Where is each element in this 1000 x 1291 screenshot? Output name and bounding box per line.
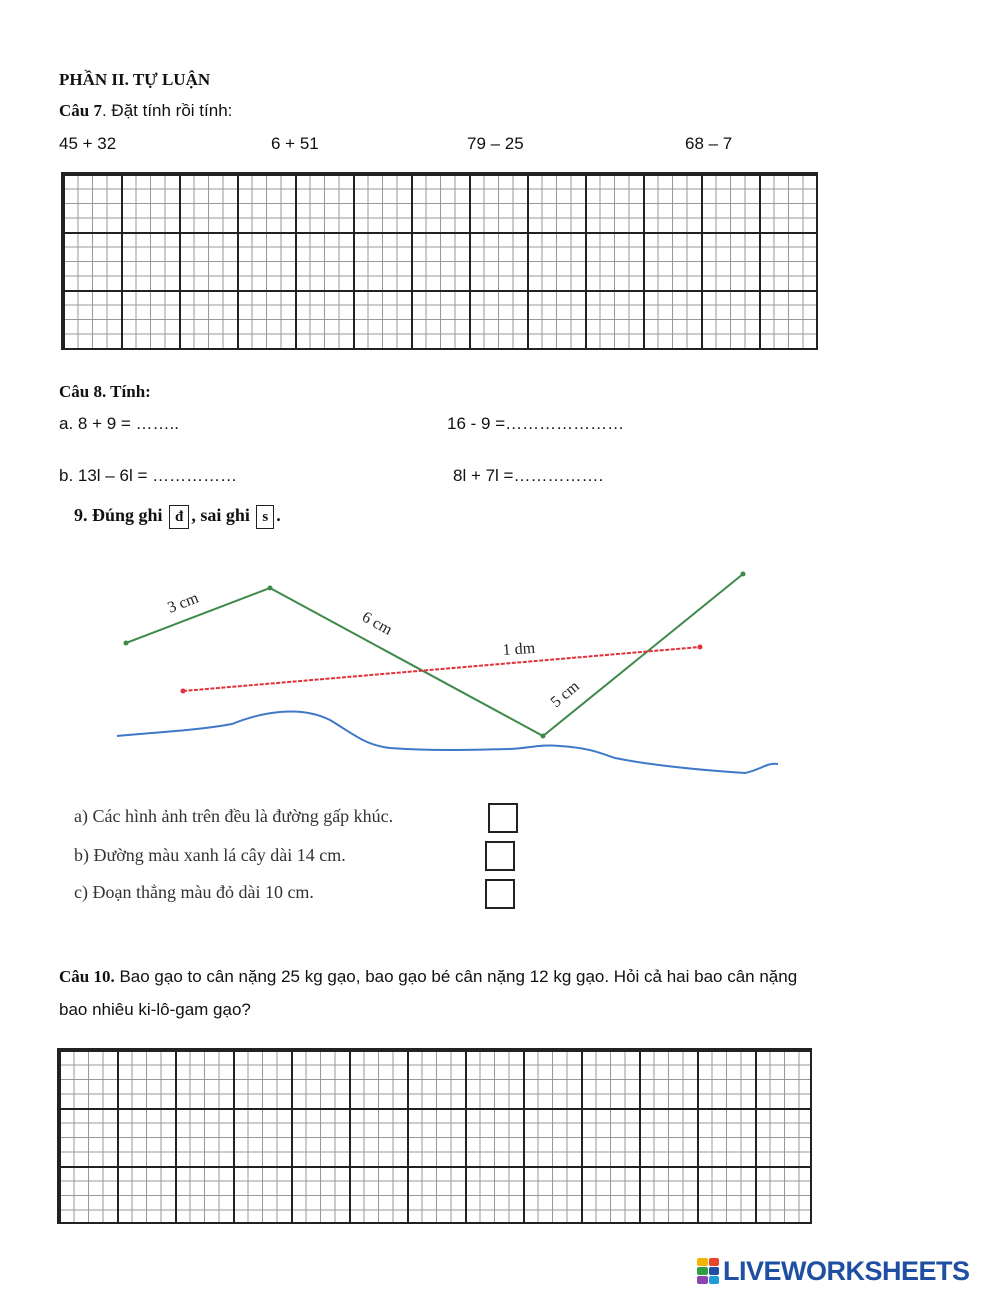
q10-label: Câu 10. xyxy=(59,967,115,986)
q9-statement-a: a) Các hình ảnh trên đều là đường gấp khúc. xyxy=(74,806,394,826)
q9-answer-box-c[interactable] xyxy=(485,879,515,909)
q8-b-right: 8l + 7l =……………. xyxy=(453,466,604,485)
q9-answer-box-a[interactable] xyxy=(488,803,518,833)
q9-title-prefix: 9. Đúng ghi xyxy=(74,505,163,526)
q7-exercise-1: 45 + 32 xyxy=(59,134,117,153)
q9-statement-c: c) Đoạn thẳng màu đỏ dài 10 cm. xyxy=(74,882,314,902)
q7-label: Câu 7 xyxy=(59,101,102,120)
q8-a-left: a. 8 + 9 = …….. xyxy=(59,414,180,433)
label-5cm: 5 cm xyxy=(547,677,583,712)
q8-title: Câu 8. Tính: xyxy=(59,382,151,401)
green-point xyxy=(541,734,546,739)
q8-b-left: b. 13l – 6l = …………… xyxy=(59,466,238,485)
logo-icon xyxy=(697,1258,719,1284)
green-point xyxy=(741,572,746,577)
q10-text-1: Bao gạo to cân nặng 25 kg gạo, bao gạo bé cân nặng 12 kg gạo. Hỏi cả hai bao cân nặng xyxy=(114,967,798,986)
q7-exercise-2: 6 + 51 xyxy=(271,134,319,153)
red-segment xyxy=(183,647,700,691)
red-point xyxy=(698,645,703,650)
q9-box-false: s xyxy=(256,505,274,529)
q9-title-mid: , sai ghi xyxy=(191,505,250,526)
label-3cm: 3 cm xyxy=(165,589,201,617)
q7-exercise-3: 79 – 25 xyxy=(467,134,524,153)
green-polyline xyxy=(126,574,743,736)
q10-line-1 xyxy=(59,967,797,987)
label-1dm: 1 dm xyxy=(502,639,536,659)
q9-statement-b: b) Đường màu xanh lá cây dài 14 cm. xyxy=(74,845,346,865)
logo-text: LIVEWORKSHEETS xyxy=(723,1255,970,1286)
q9-answer-box-b[interactable] xyxy=(485,841,515,871)
green-point xyxy=(124,641,129,646)
q10-line-2: bao nhiêu ki-lô-gam gạo? xyxy=(59,1000,251,1019)
q8-a-right: 16 - 9 =………………… xyxy=(447,414,625,433)
q7-exercise-4: 68 – 7 xyxy=(685,134,733,153)
blue-curve xyxy=(117,711,778,773)
part-title: PHẦN II. TỰ LUẬN xyxy=(59,70,211,89)
q9-title-end: . xyxy=(276,505,281,526)
q7-instruction: . Đặt tính rồi tính: xyxy=(101,101,233,120)
green-point xyxy=(268,586,273,591)
red-point xyxy=(181,689,186,694)
label-6cm: 6 cm xyxy=(359,608,395,639)
liveworksheets-logo xyxy=(697,1254,970,1288)
q10-answer-grid[interactable] xyxy=(57,1048,812,1224)
q9-box-true: đ xyxy=(169,505,189,529)
